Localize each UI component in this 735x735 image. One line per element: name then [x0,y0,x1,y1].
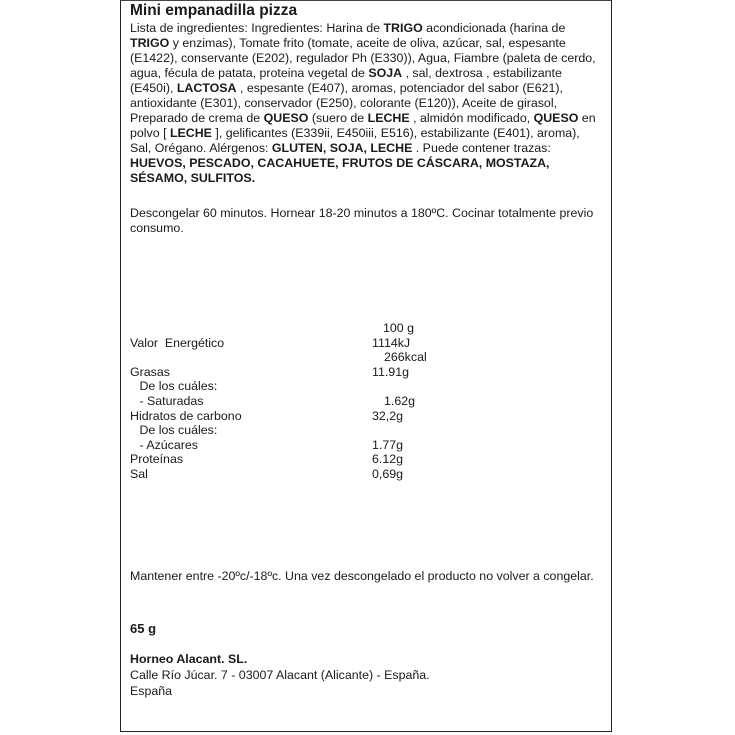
nutrient-name: - Saturadas [136,393,204,408]
nutrient-name: Proteínas [130,452,184,467]
nutrition-row [130,365,460,380]
nutrition-row [130,350,460,365]
allergen-highlight: GLUTEN, SOJA, LECHE [271,141,413,155]
company-address: Calle Río Júcar. 7 - 03007 Alacant (Alicante) - España. [130,668,430,682]
nutrition-table [130,321,460,482]
nutrient-name: Grasas [130,364,170,379]
allergen-highlight: LECHE [169,126,212,140]
allergen-highlight: QUESO [263,111,309,125]
nutrition-row [130,379,460,394]
nutrition-row [130,452,460,467]
nutrient-name: Valor Energético [130,335,225,350]
allergen-highlight: TRIGO [383,21,423,35]
ingredients-text: , espesante (E407), aromas, potenciador del sabor (E621), antioxidante (E301), conservador (E250), colorante (E120)), Aceite de girasol, Preparado de crema de [130,81,563,125]
allergen-highlight: TRIGO [130,36,170,50]
nutrient-name: - Azúcares [136,437,198,452]
ingredients-text: , sal, dextrosa , estabilizante (E450i), [130,66,562,95]
ingredients-text: Lista de ingredientes: Ingredientes: Harina de [130,21,384,35]
net-weight: 65 g [130,621,157,636]
ingredients-text: y enzimas), Tomate frito (tomate, aceite de oliva, azúcar, sal, espesante (E1422), conservante (E202), regulador Ph (E330)), Agua, Fiambre (paleta de cerdo, agua, fécula de patata, proteina vegetal de [130,36,596,80]
nutrient-value: 1.77g [372,437,404,452]
nutrient-name: Hidratos de carbono [130,408,242,423]
nutrition-row [130,423,460,438]
ingredients-text: ], gelificantes (E339ii, E450iii, E516), estabilizante (E401), aroma), Sal, Orégano. Alérgenos: [130,126,580,155]
company-info [130,651,430,699]
ingredients-text: (suero de [308,111,368,125]
nutrition-row [130,438,460,453]
ingredients-text: , almidón modificado, [409,111,534,125]
cooking-instructions: Descongelar 60 minutos. Hornear 18-20 minutos a 180ºC. Cocinar totalmente previo consumo. [130,206,594,235]
allergen-highlight: QUESO [533,111,579,125]
ingredients-text: acondicionada (harina de [422,21,566,35]
nutrient-value: 32,2g [372,408,404,423]
nutrition-row [130,409,460,424]
nutrient-value: 0,69g [372,466,404,481]
company-name: Horneo Alacant. SL. [130,652,248,666]
nutrition-row [130,336,460,351]
nutrition-header-row [130,321,460,336]
nutrient-value: 266kcal [384,350,427,365]
product-label [120,0,612,732]
company-country: España [130,684,173,698]
nutrition-row [130,467,460,482]
nutrient-value: 6.12g [372,452,404,467]
nutrient-value: 11.91g [372,364,409,379]
ingredients-list [130,21,600,186]
allergen-highlight: LACTOSA [176,81,237,95]
nutrient-value: 1.62g [384,393,416,408]
allergen-highlight: LECHE [367,111,410,125]
nutrition-per-100g-header: 100 g [383,321,415,335]
ingredients-text: en polvo [ [130,111,596,140]
allergen-highlight: HUEVOS, PESCADO, CACAHUETE, FRUTOS DE CÁSCARA, MOSTAZA, SÉSAMO, SULFITOS. [130,156,550,185]
nutrient-name: De los cuáles: [136,423,218,438]
storage-instructions: Mantener entre -20ºc/-18ºc. Una vez descongelado el producto no volver a congelar. [130,569,594,583]
ingredients-text: . Puede contener trazas: [412,141,551,155]
allergen-highlight: SOJA [368,66,403,80]
nutrient-name: De los cuáles: [136,379,218,394]
product-title: Mini empanadilla pizza [130,2,298,19]
nutrition-row [130,394,460,409]
nutrient-value: 1114kJ [372,335,411,350]
nutrient-name: Sal [130,466,148,481]
